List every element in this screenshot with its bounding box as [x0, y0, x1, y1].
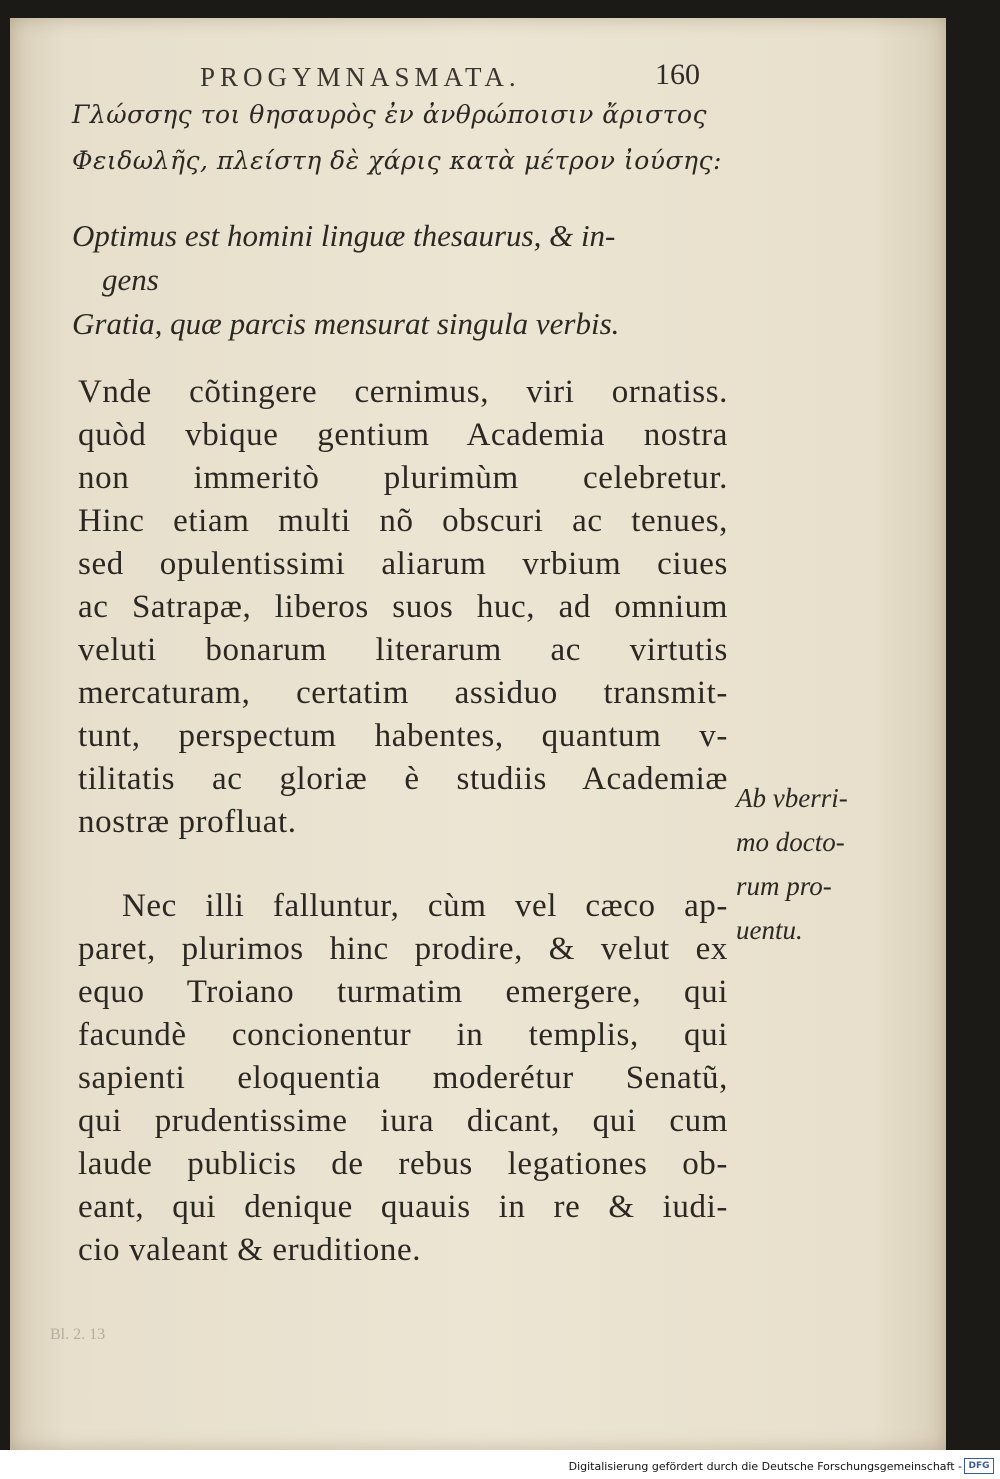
paragraph-line: Nec illi falluntur, cùm vel cæco ap- [122, 888, 728, 924]
paragraph-line: qui prudentissime iura dicant, qui cum [78, 1103, 728, 1139]
paragraph-line: laude publicis de rebus legationes ob- [78, 1146, 728, 1182]
latin-verse-line: gens [102, 262, 159, 297]
latin-verse-line: Optimus est homini linguæ thesaurus, & in- [72, 218, 616, 253]
faded-marking: Bl. 2. 13 [50, 1326, 106, 1343]
paragraph-line: sed opulentissimi aliarum vrbium ciues [78, 546, 728, 582]
paragraph-line: cio valeant & eruditione. [78, 1232, 422, 1268]
footer-bar [0, 1450, 1000, 1479]
paragraph-line: quòd vbique gentium Academia nostra [78, 417, 728, 453]
margin-note-line: Ab vberri- [736, 783, 848, 813]
margin-note-line: uentu. [736, 915, 803, 945]
dfg-logo-icon: DFG [964, 1458, 994, 1474]
greek-verse-line: Γλώσσης τοι θησαυρὸς ἐν ἀνθρώποισιν ἄριστος [72, 100, 708, 129]
paragraph-line: tilitatis ac gloriæ è studiis Academiæ [78, 761, 728, 797]
margin-note [736, 776, 906, 952]
paragraph-line: tunt, perspectum habentes, quantum v- [78, 718, 728, 754]
paragraph-line: nostræ profluat. [78, 804, 297, 840]
paragraph-line: equo Troiano turmatim emergere, qui [78, 974, 728, 1010]
margin-note-line: mo docto- [736, 827, 845, 857]
paragraph-line: sapienti eloquentia moderétur Senatũ, [78, 1060, 728, 1096]
paragraph-line: mercaturam, certatim assiduo transmit- [78, 675, 728, 711]
paragraph-line: veluti bonarum literarum ac virtutis [78, 632, 728, 668]
running-title: PROGYMNASMATA. [200, 62, 521, 92]
paragraph-line: paret, plurimos hinc prodire, & velut ex [78, 931, 728, 967]
greek-verse-line: Φειδωλῆς, πλείστη δὲ χάρις κατὰ μέτρον ἰούσης: [72, 146, 722, 175]
paragraph-line: Vnde cõtingere cernimus, viri ornatiss. [78, 374, 728, 410]
footer-credit: Digitalisierung gefördert durch die Deutsche Forschungsgemeinschaft - [568, 1460, 962, 1473]
page-header [10, 58, 946, 98]
page-number: 160 [655, 58, 700, 91]
margin-note-line: rum pro- [736, 871, 832, 901]
paragraph-line: ac Satrapæ, liberos suos huc, ad omnium [78, 589, 728, 625]
paragraph-line: non immeritò plurimùm celebretur. [78, 460, 728, 496]
paragraph-line: facundè concionentur in templis, qui [78, 1017, 728, 1053]
paragraph-line: eant, qui denique quauis in re & iudi- [78, 1189, 728, 1225]
paragraph-line: Hinc etiam multi nõ obscuri ac tenues, [78, 503, 728, 539]
latin-verse-line: Gratia, quæ parcis mensurat singula verbis. [72, 306, 620, 341]
book-page [10, 18, 946, 1450]
